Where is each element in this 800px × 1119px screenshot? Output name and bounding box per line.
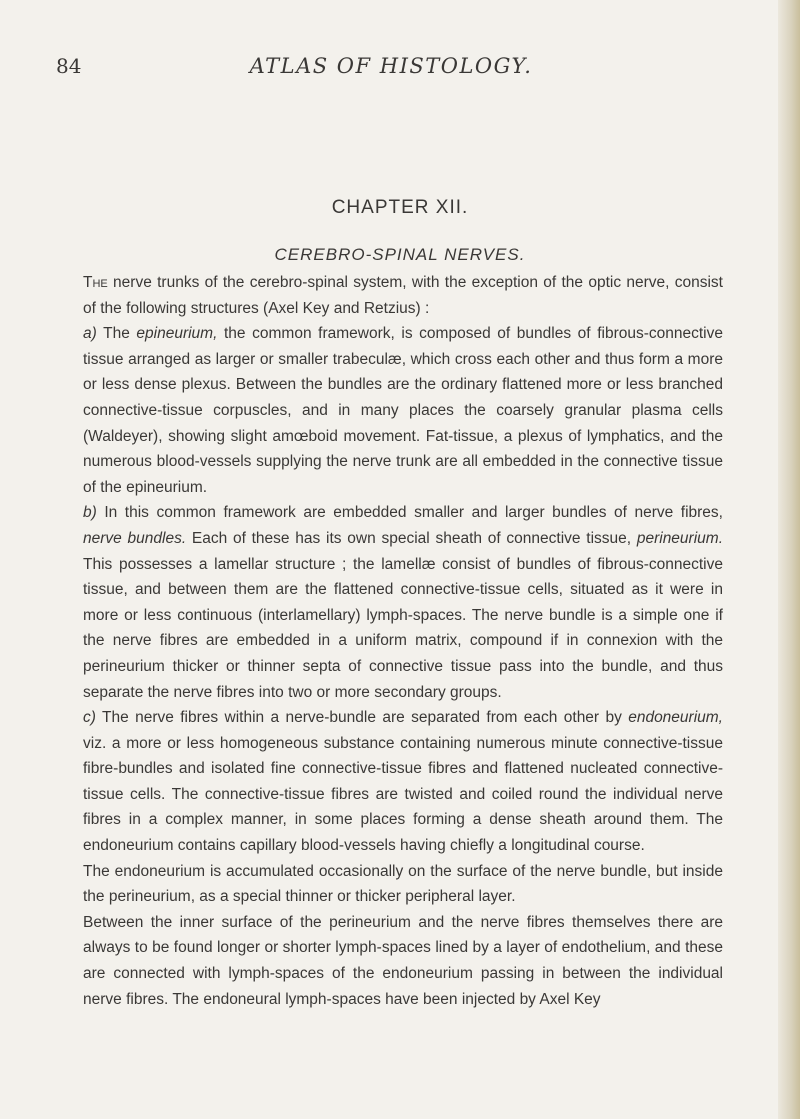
term-nerve-bundles: nerve bundles. [83, 529, 187, 547]
term-perineurium: perineurium. [636, 529, 723, 547]
item-label-c: c) [83, 709, 96, 727]
page-number: 84 [56, 54, 82, 78]
b-text-mid: Each of these has its own special sheath of connective tissue, [186, 529, 637, 547]
page-edge-shadow [778, 0, 800, 1119]
term-epineurium: epineurium, [136, 325, 218, 343]
intro-lead-word: The [83, 274, 108, 291]
paragraph-c [83, 705, 723, 859]
term-endoneurium: endoneurium, [628, 709, 723, 727]
a-text-rest: the common framework, is composed of bundles of fibrous-connective tissue arranged as larger or smaller trabeculæ, which cross each other and thus form a more or less dense plexus. Between the bundles are the ordinary flattened more or less branched connective-tissue corpuscles, and in many places the coarsely granular plasma cells (Waldeyer), showing slight amœboid movement. Fat-tissue, a plexus of lymphatics, and the numerous blood-vessels supplying the nerve trunk are all embedded in the connective tissue of the epineurium. [83, 325, 723, 496]
c-text-pre: The nerve fibres within a nerve-bundle are separated from each other by [95, 709, 629, 727]
paragraph-b [83, 500, 723, 705]
item-label-a: a) [83, 325, 97, 343]
chapter-heading: CHAPTER XII. [331, 197, 469, 218]
b-text-rest: This possesses a lamellar structure ; the lamellæ consist of bundles of fibrous-connective tissue, and between them are the flattened connective-tissue cells, situated as it were in more or less continuous (interlamellary) lymph-spaces. The nerve bundle is a simple one if the nerve fibres are embedded in a uniform matrix, compound if in connexion with the perineurium thicker or thinner septa of connective tissue pass into the bundle, and thus separate the nerve fibres into two or more secondary groups. [83, 555, 723, 701]
intro-text: nerve trunks of the cerebro-spinal system, with the exception of the optic nerve, consist of the following structures (Axel Key and Retzius) : [83, 274, 723, 317]
paragraph-a [83, 321, 723, 500]
page-header [56, 54, 726, 84]
paragraph-5: Between the inner surface of the perineurium and the nerve fibres themselves there are always to be found longer or shorter lymph-spaces lined by a layer of endothelium, and these are connected with lymph-spaces of the endoneurium passing in between the individual nerve fibres. The endoneural lymph-spaces have been injected by Axel Key [83, 913, 723, 1008]
chapter-title: CEREBRO-SPINAL NERVES. [274, 245, 526, 264]
running-title: ATLAS OF HISTOLOGY. [249, 54, 533, 78]
body-text [83, 270, 723, 1012]
c-text-rest: viz. a more or less homogeneous substance containing numerous minute connective-tissue fibre-bundles and isolated fine connective-tissue fibres and flattened nucleated connective-tissue cells. The connective-tissue fibres are twisted and coiled round the individual nerve fibres in a complex manner, in some places forming a dense sheath around them. The endoneurium contains capillary blood-vessels having chiefly a longitudinal course. [83, 734, 723, 855]
a-text-pre: The [96, 325, 137, 343]
item-label-b: b) [83, 504, 97, 522]
paragraph-intro [83, 270, 723, 321]
paragraph-4: The endoneurium is accumulated occasionally on the surface of the nerve bundle, but inside the perineurium, as a special thinner or thicker peripheral layer. [83, 862, 723, 906]
b-text-pre: In this common framework are embedded smaller and larger bundles of nerve fibres, [96, 504, 723, 522]
